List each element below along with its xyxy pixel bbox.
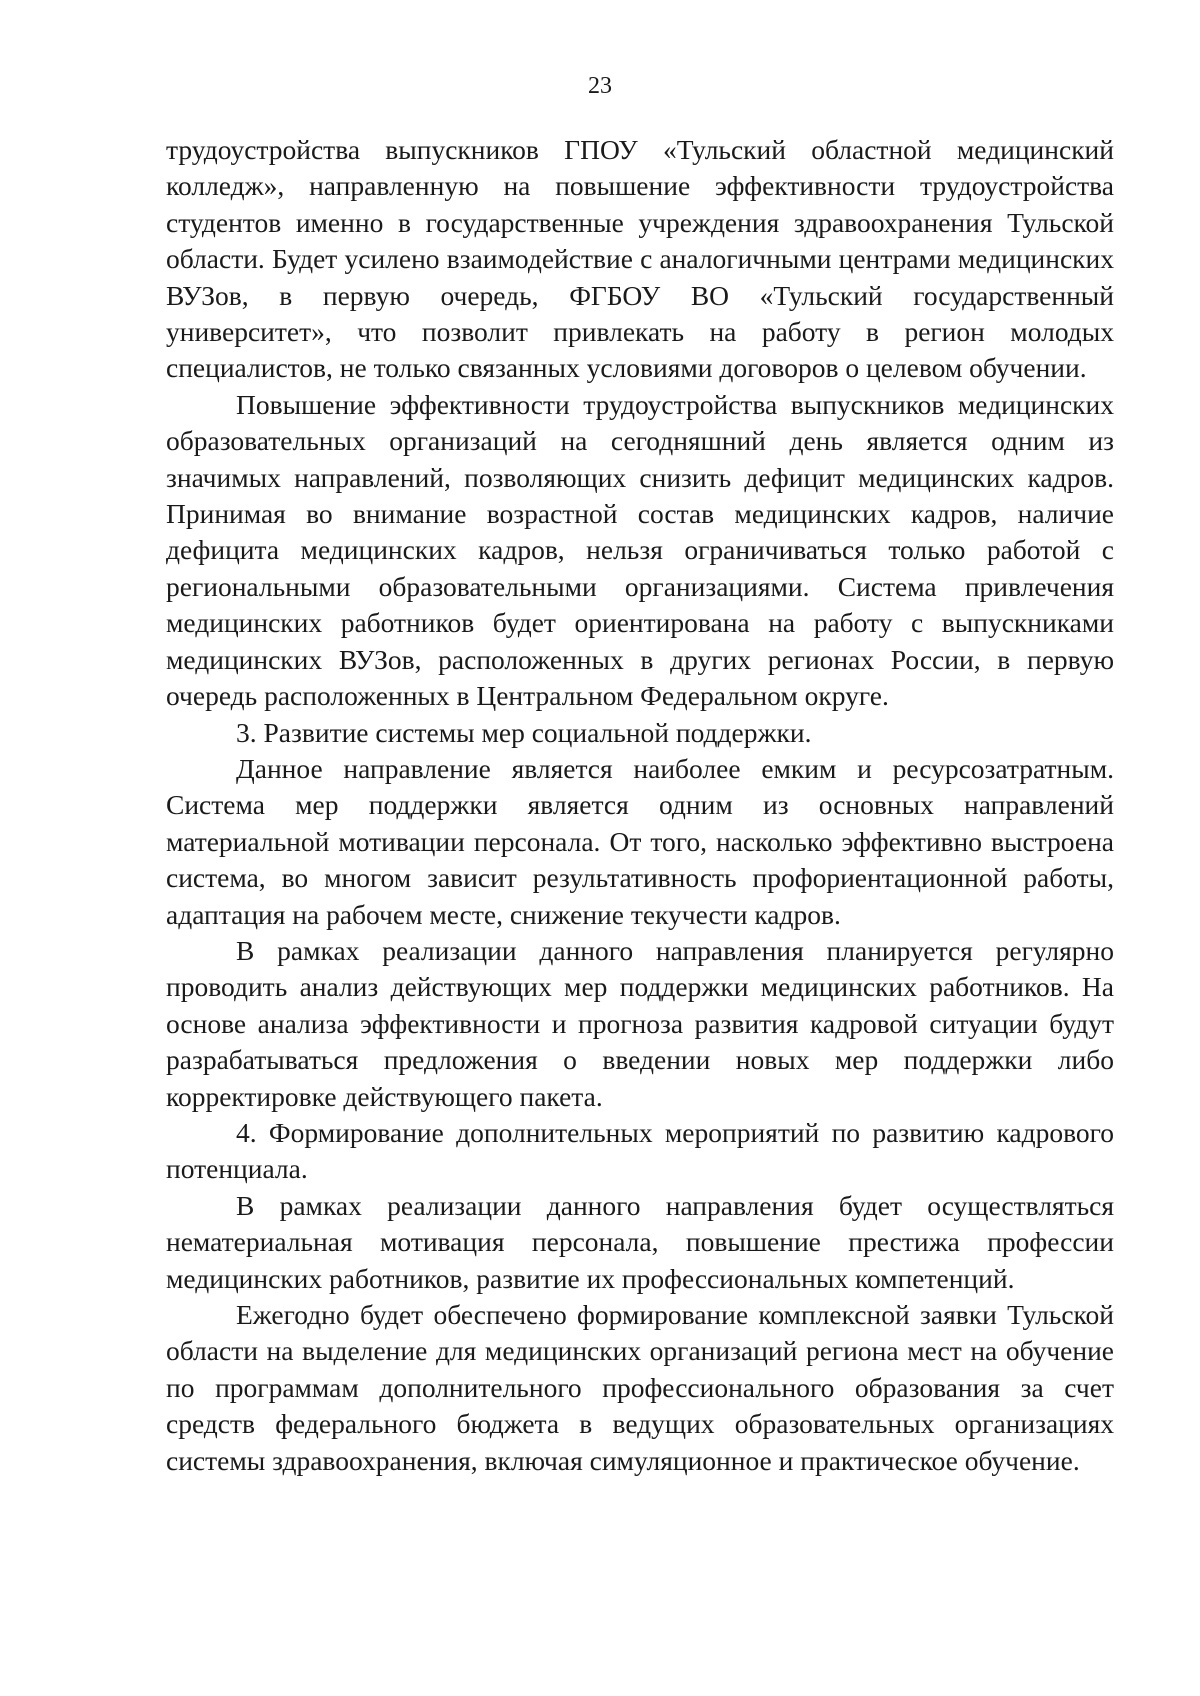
section-heading: 4. Формирование дополнительных мероприятий по развитию кадрового потенциала. bbox=[166, 1116, 1114, 1185]
section-heading: 3. Развитие системы мер социальной поддержки. bbox=[236, 716, 812, 748]
paragraph: Повышение эффективности трудоустройства выпускников медицинских образовательных организаций на сегодняшний день является одним из значимых направлений, позволяющих снизить дефицит медицинских кадров. Принимая во внимание возрастной состав медицинских кадров, наличие дефицита медицинских кадров, нельзя ограничиваться только работой с региональными образовательными организациями. Система привлечения медицинских работников будет ориентирована на работу с выпускниками медицинских ВУЗов, расположенных в других регионах России, в первую очередь расположенных в Центральном Федеральном округе. bbox=[166, 388, 1114, 712]
paragraph-continuation: трудоустройства выпускников ГПОУ «Тульский областной медицинский колледж», направленную на повышение эффективности трудоустройства студентов именно в государственные учреждения здравоохранения Тульской области. Будет усилено взаимодействие с аналогичными центрами медицинских ВУЗов, в первую очередь, ФГБОУ ВО «Тульский государственный университет», что позволит привлекать на работу в регион молодых специалистов, не только связанных условиями договоров о целевом обучении. bbox=[166, 134, 1114, 384]
page-number: 23 bbox=[588, 73, 612, 99]
document-body bbox=[166, 132, 1114, 1479]
paragraph: В рамках реализации данного направления будет осуществляться нематериальная мотивация персонала, повышение престижа профессии медицинских работников, развитие их профессиональных компетенций. bbox=[166, 1189, 1114, 1294]
paragraph: Данное направление является наиболее емким и ресурсозатратным. Система мер поддержки является одним из основных направлений материальной мотивации персонала. От того, насколько эффективно выстроена система, во многом зависит результативность профориентационной работы, адаптация на рабочем месте, снижение текучести кадров. bbox=[166, 752, 1114, 930]
paragraph: Ежегодно будет обеспечено формирование комплексной заявки Тульской области на выделение для медицинских организаций региона мест на обучение по программам дополнительного профессионального образования за счет средств федерального бюджета в ведущих образовательных организациях системы здравоохранения, включая симуляционное и практическое обучение. bbox=[166, 1299, 1114, 1476]
paragraph: В рамках реализации данного направления планируется регулярно проводить анализ действующих мер поддержки медицинских работников. На основе анализа эффективности и прогноза развития кадровой ситуации будут разрабатываться предложения о введении новых мер поддержки либо корректировке действующего пакета. bbox=[166, 934, 1114, 1112]
